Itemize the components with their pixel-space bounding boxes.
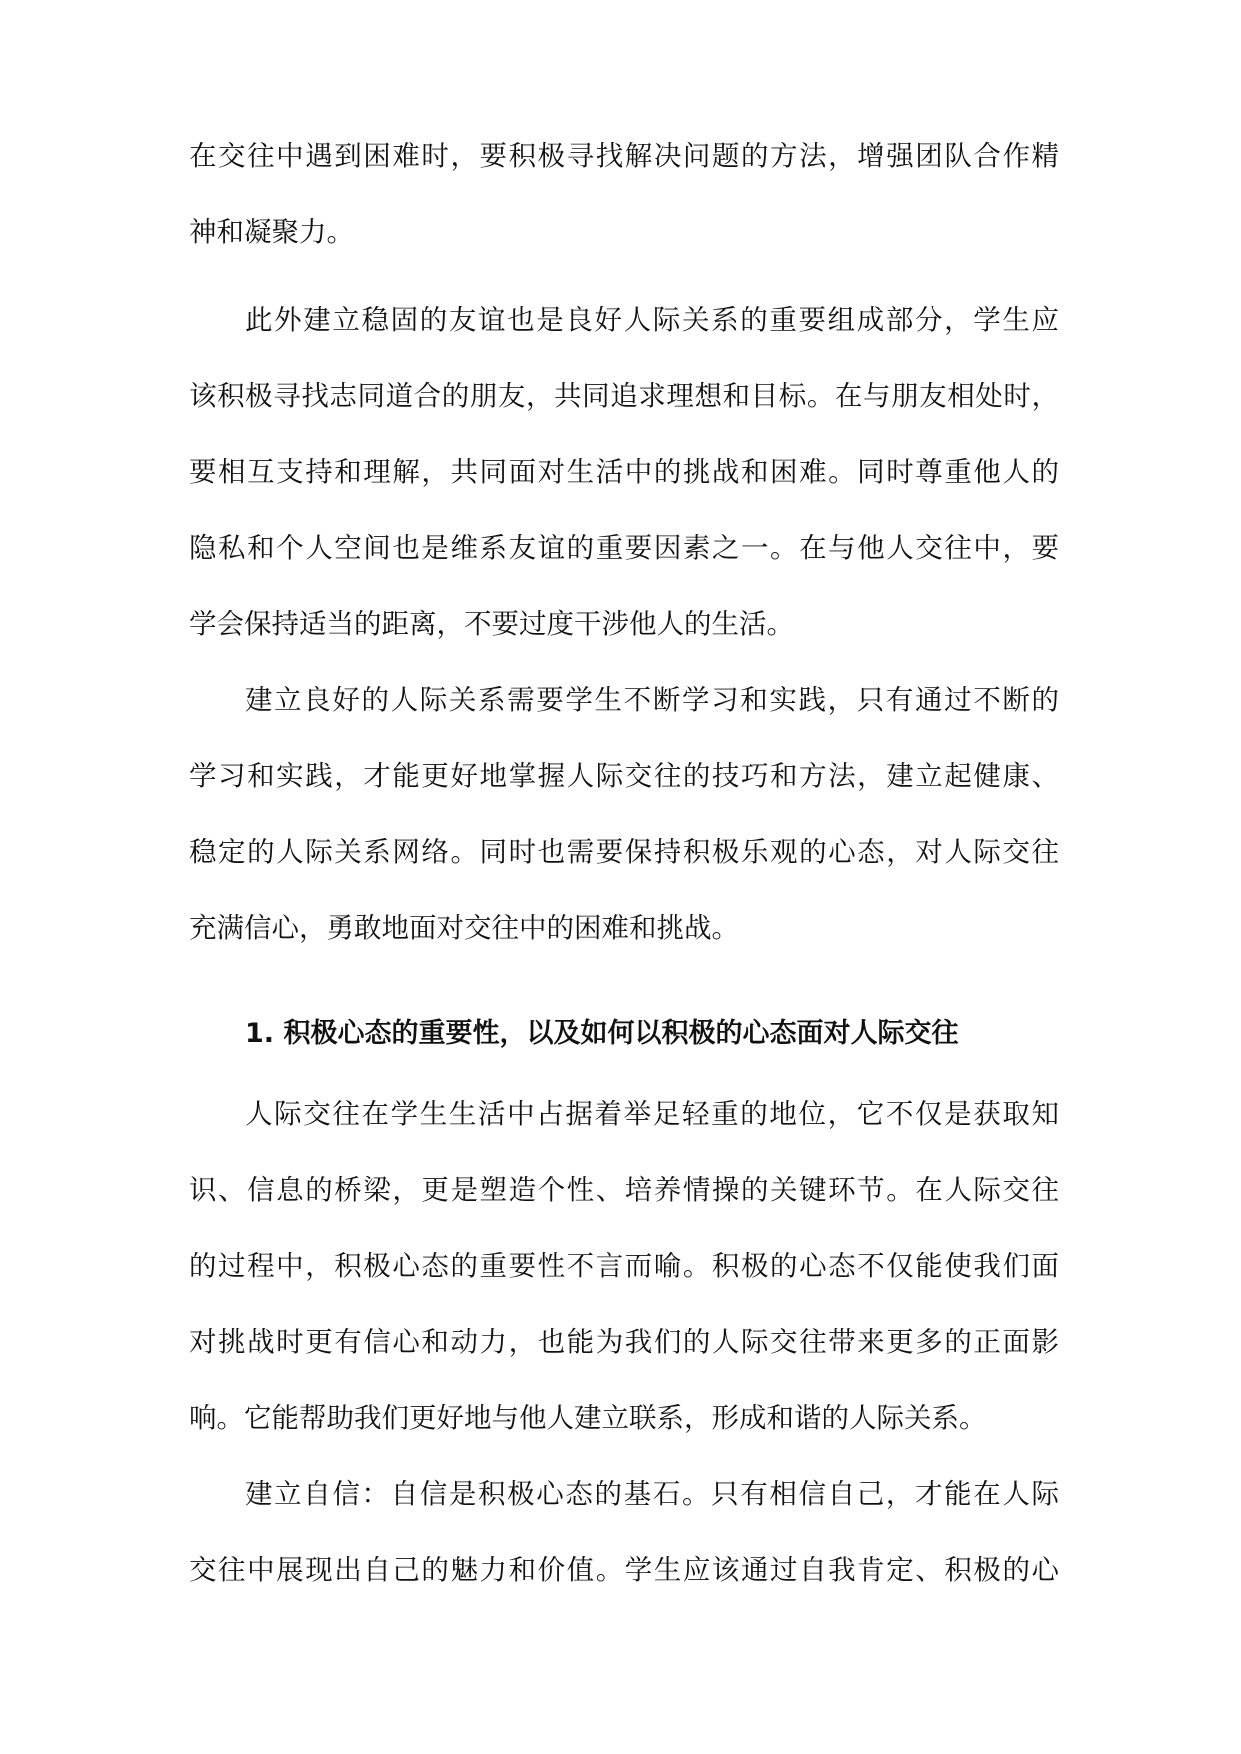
paragraph-line: 识、信息的桥梁，更是塑造个性、培养情操的关键环节。在人际交往 [189,1174,1059,1206]
paragraph-line: 学会保持适当的距离，不要过度干涉他人的生活。 [189,608,794,640]
paragraph-line: 的过程中，积极心态的重要性不言而喻。积极的心态不仅能使我们面 [189,1250,1059,1282]
paragraph-line: 要相互支持和理解，共同面对生活中的挑战和困难。同时尊重他人的 [189,456,1059,488]
paragraph-line: 充满信心，勇敢地面对交往中的困难和挑战。 [189,912,739,944]
paragraph-line: 建立良好的人际关系需要学生不断学习和实践，只有通过不断的 [245,684,1059,716]
paragraph-line: 响。它能帮助我们更好地与他人建立联系，形成和谐的人际关系。 [189,1402,987,1434]
paragraph-line: 在交往中遇到困难时，要积极寻找解决问题的方法，增强团队合作精 [189,140,1059,172]
paragraph-line: 学习和实践，才能更好地掌握人际交往的技巧和方法，建立起健康、 [189,760,1059,792]
paragraph-line: 神和凝聚力。 [189,216,354,248]
paragraph-line: 交往中展现出自己的魅力和价值。学生应该通过自我肯定、积极的心 [189,1554,1059,1586]
paragraph-line: 该积极寻找志同道合的朋友，共同追求理想和目标。在与朋友相处时， [189,380,1059,412]
paragraph-line: 人际交往在学生生活中占据着举足轻重的地位，它不仅是获取知 [245,1098,1059,1130]
paragraph-line: 此外建立稳固的友谊也是良好人际关系的重要组成部分，学生应 [245,304,1059,336]
paragraph-line: 建立自信：自信是积极心态的基石。只有相信自己，才能在人际 [245,1478,1059,1510]
paragraph-line: 隐私和个人空间也是维系友谊的重要因素之一。在与他人交往中，要 [189,532,1059,564]
section-heading: 1. 积极心态的重要性，以及如何以积极的心态面对人际交往 [245,1018,959,1049]
paragraph-line: 稳定的人际关系网络。同时也需要保持积极乐观的心态，对人际交往 [189,836,1059,868]
paragraph-line: 对挑战时更有信心和动力，也能为我们的人际交往带来更多的正面影 [189,1326,1059,1358]
